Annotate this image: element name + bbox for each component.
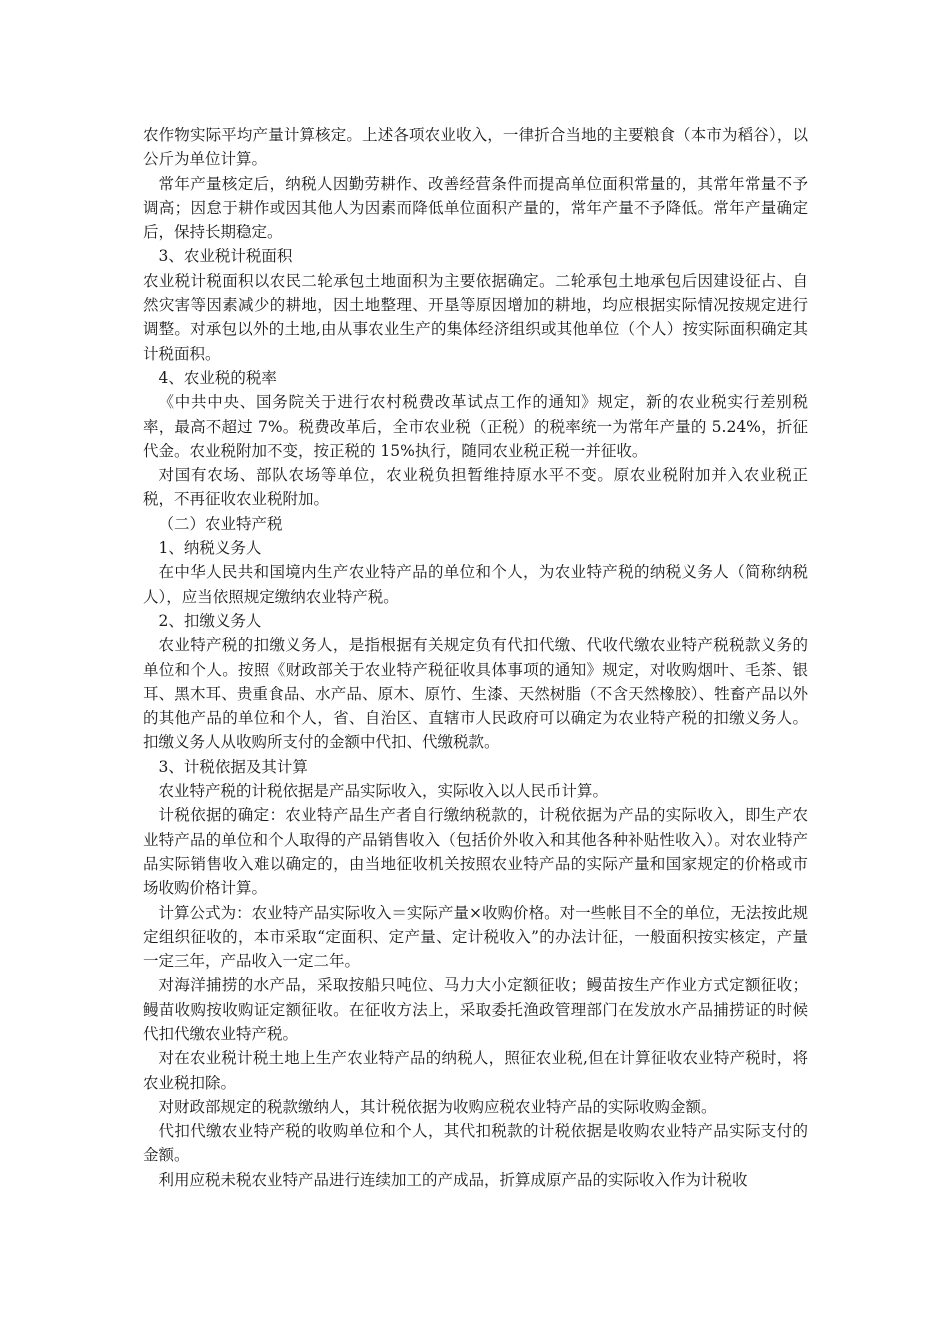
paragraph: 《中共中央、国务院关于进行农村税费改革试点工作的通知》规定，新的农业税实行差别税率，最高不超过 7%。税费改革后，全市农业税（正税）的税率统一为常年产量的 5.24%，折征代金。农业税附加不变，按正税的 15%执行，随同农业税正税一并征收。	[143, 393, 808, 460]
paragraph: 代扣代缴农业特产税的收购单位和个人，其代扣税款的计税依据是收购农业特产品实际支付的金额。	[143, 1122, 808, 1165]
paragraph: 农业特产税的计税依据是产品实际收入，实际收入以人民币计算。	[158, 782, 609, 801]
section-heading: 4、农业税的税率	[158, 368, 277, 387]
paragraph: 农业税计税面积以农民二轮承包土地面积为主要依据确定。二轮承包土地承包后因建设征占、自然灾害等因素减少的耕地，因土地整理、开垦等原因增加的耕地，均应根据实际情况按规定进行调整。对承包以外的土地,由从事农业生产的集体经济组织或其他单位（个人）按实际面积确定其计税面积。	[143, 271, 808, 363]
paragraph: 农业特产税的扣缴义务人，是指根据有关规定负有代扣代缴、代收代缴农业特产税税款义务的单位和个人。按照《财政部关于农业特产税征收具体事项的通知》规定，对收购烟叶、毛茶、银耳、黑木耳、贵重食品、水产品、原木、原竹、生漆、天然树脂（不含天然橡胶）、牲畜产品以外的其他产品的单位和个人，省、自治区、直辖市人民政府可以确定为农业特产税的扣缴义务人。扣缴义务人从收购所支付的金额中代扣、代缴税款。	[143, 636, 808, 752]
section-heading: 2、扣缴义务人	[158, 611, 262, 630]
document-body	[143, 123, 808, 1192]
paragraph: 在中华人民共和国境内生产农业特产品的单位和个人，为农业特产税的纳税义务人（简称纳税人），应当依照规定缴纳农业特产税。	[143, 563, 808, 606]
paragraph: 对海洋捕捞的水产品，采取按船只吨位、马力大小定额征收；鳗苗按生产作业方式定额征收；鳗苗收购按收购证定额征收。在征收方法上，采取委托渔政管理部门在发放水产品捕捞证的时候代扣代缴农业特产税。	[143, 976, 808, 1043]
paragraph: 计算公式为：农业特产品实际收入＝实际产量×收购价格。对一些帐目不全的单位，无法按此规定组织征收的，本市采取“定面积、定产量、定计税收入”的办法计征，一般面积按实核定，产量一定三年，产品收入一定二年。	[143, 903, 808, 971]
paragraph: 农作物实际平均产量计算核定。上述各项农业收入，一律折合当地的主要粮食（本市为稻谷），以公斤为单位计算。	[143, 126, 808, 169]
paragraph: 常年产量核定后，纳税人因勤劳耕作、改善经营条件而提高单位面积常量的，其常年常量不予调高；因怠于耕作或因其他人为因素而降低单位面积产量的，常年产量不予降低。常年产量确定后，保持长期稳定。	[143, 174, 808, 242]
paragraph: 对国有农场、部队农场等单位，农业税负担暂维持原水平不变。原农业税附加并入农业税正税，不再征收农业税附加。	[143, 466, 808, 509]
paragraph: 计税依据的确定：农业特产品生产者自行缴纳税款的，计税依据为产品的实际收入，即生产农业特产品的单位和个人取得的产品销售收入（包括价外收入和其他各种补贴性收入）。对农业特产品实际销售收入难以确定的，由当地征收机关按照农业特产品的实际产量和国家规定的价格或市场收购价格计算。	[143, 806, 808, 898]
section-heading: 3、计税依据及其计算	[158, 757, 308, 776]
section-heading: 3、农业税计税面积	[158, 247, 293, 266]
paragraph: 利用应税未税农业特产品进行连续加工的产成品，折算成原产品的实际收入作为计税收	[158, 1170, 748, 1189]
section-heading: （二）农业特产税	[158, 514, 283, 533]
paragraph: 对财政部规定的税款缴纳人，其计税依据为收购应税农业特产品的实际收购金额。	[158, 1097, 717, 1116]
section-heading: 1、纳税义务人	[158, 539, 262, 558]
paragraph: 对在农业税计税土地上生产农业特产品的纳税人，照征农业税,但在计算征收农业特产税时，将农业税扣除。	[143, 1049, 808, 1092]
